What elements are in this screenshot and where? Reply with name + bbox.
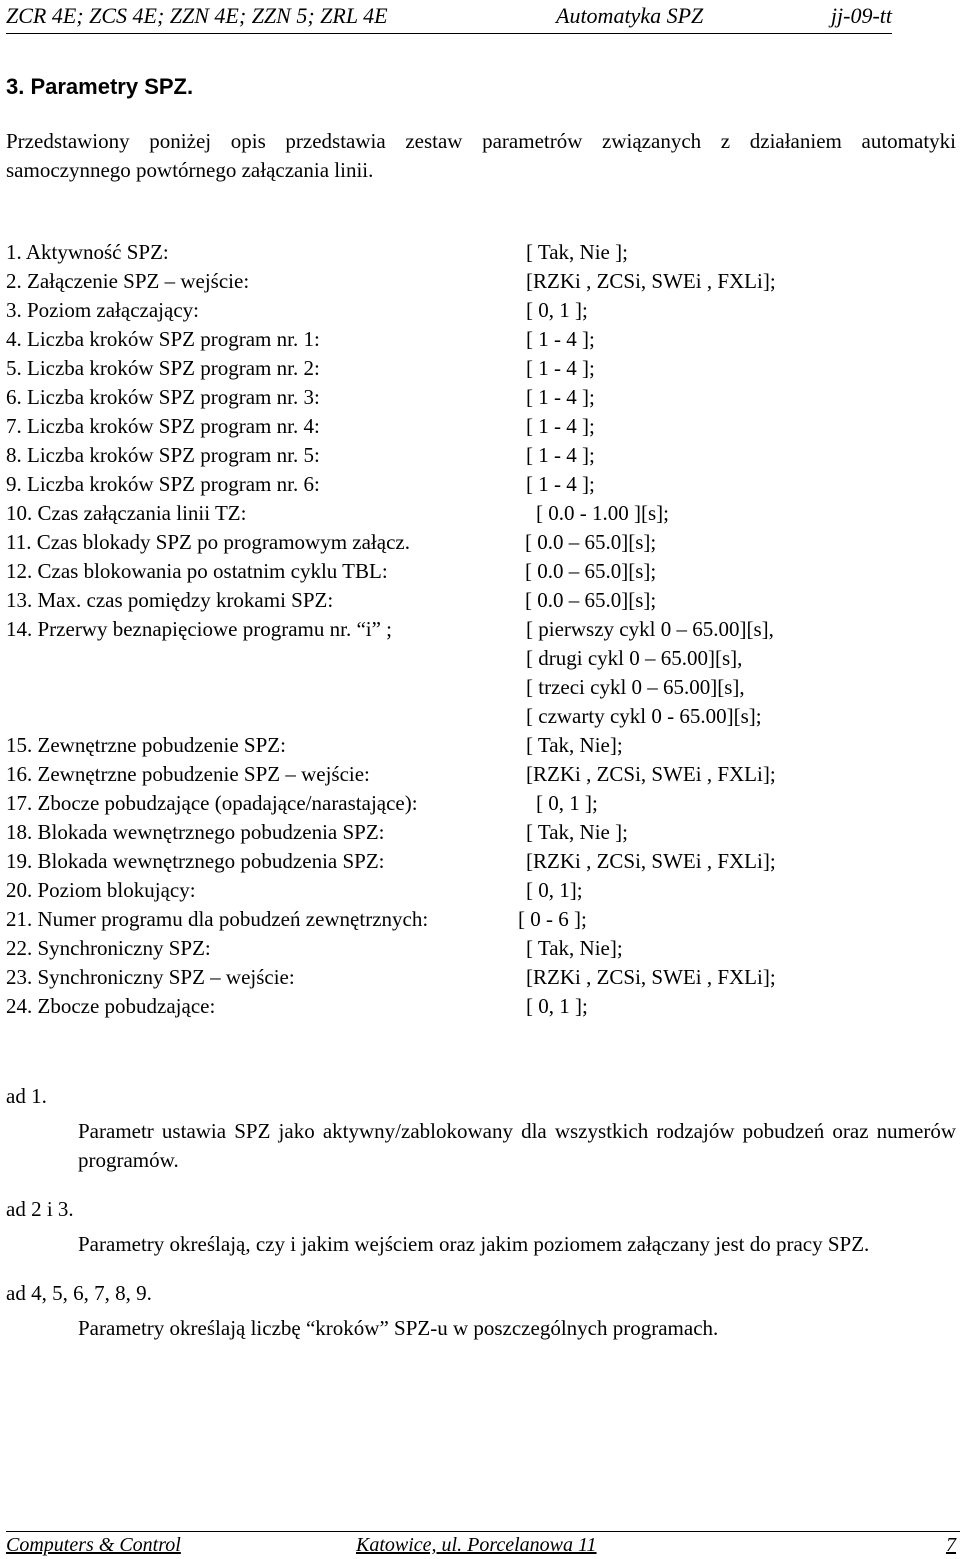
param-value: [ Tak, Nie ];: [526, 240, 628, 264]
param-row: [6, 992, 956, 1021]
param-label: 17. Zbocze pobudzające (opadające/narastające):: [6, 791, 418, 815]
param-value: [ trzeci cykl 0 – 65.00][s],: [526, 675, 745, 699]
notes-section: [6, 1082, 956, 1363]
param-label: 15. Zewnętrzne pobudzenie SPZ:: [6, 733, 286, 757]
param-value: [ 0.0 – 65.0][s];: [525, 530, 657, 554]
note: [6, 1082, 956, 1175]
intro-paragraph: Przedstawiony poniżej opis przedstawia zestaw parametrów związanych z działaniem automatyki samoczynnego powtórnego załączania linii.: [6, 129, 956, 182]
param-label: 23. Synchroniczny SPZ – wejście:: [6, 965, 295, 989]
param-value: [ 0.0 – 65.0][s];: [525, 559, 657, 583]
param-row: [6, 325, 956, 354]
param-value: [ 0 - 6 ];: [518, 907, 587, 931]
param-label: 7. Liczba kroków SPZ program nr. 4:: [6, 414, 320, 438]
param-label: 22. Synchroniczny SPZ:: [6, 936, 211, 960]
param-label: 3. Poziom załączający:: [6, 298, 199, 322]
param-value: [ czwarty cykl 0 - 65.00][s];: [526, 704, 762, 728]
param-value: [RZKi , ZCSi, SWEi , FXLi];: [526, 965, 776, 989]
param-value: [ 1 - 4 ];: [526, 414, 595, 438]
param-value: [ 1 - 4 ];: [526, 327, 595, 351]
param-label: 24. Zbocze pobudzające:: [6, 994, 216, 1018]
param-row: [6, 470, 956, 499]
section-title: 3. Parametry SPZ.: [6, 74, 194, 99]
param-row: [6, 615, 956, 644]
param-row: [6, 818, 956, 847]
param-label: 14. Przerwy beznapięciowe programu nr. “i” ;: [6, 617, 393, 641]
param-value: [ Tak, Nie];: [526, 733, 623, 757]
param-row: [6, 876, 956, 905]
param-value: [RZKi , ZCSi, SWEi , FXLi];: [526, 762, 776, 786]
param-value: [ 0, 1];: [526, 878, 583, 902]
param-row: [6, 383, 956, 412]
param-value: [ 1 - 4 ];: [526, 356, 595, 380]
param-label: 4. Liczba kroków SPZ program nr. 1:: [6, 327, 320, 351]
note-text: Parametry określają, czy i jakim wejściem oraz jakim poziomem załączany jest do pracy SPZ.: [78, 1232, 870, 1256]
param-label: 16. Zewnętrzne pobudzenie SPZ – wejście:: [6, 762, 370, 786]
param-row: [6, 847, 956, 876]
note-title: ad 4, 5, 6, 7, 8, 9.: [6, 1281, 152, 1305]
param-row: [6, 644, 956, 673]
note-title: ad 1.: [6, 1084, 47, 1108]
param-value: [ Tak, Nie];: [526, 936, 623, 960]
note: [6, 1195, 956, 1259]
param-value: [ 0, 1 ];: [536, 791, 598, 815]
header-product-codes: ZCR 4E; ZCS 4E; ZZN 4E; ZZN 5; ZRL 4E: [6, 3, 388, 28]
page-header: [6, 3, 892, 34]
param-value: [ Tak, Nie ];: [526, 820, 628, 844]
param-label: 9. Liczba kroków SPZ program nr. 6:: [6, 472, 320, 496]
param-label: 6. Liczba kroków SPZ program nr. 3:: [6, 385, 320, 409]
param-row: [6, 934, 956, 963]
param-row: [6, 499, 956, 528]
param-label: 20. Poziom blokujący:: [6, 878, 196, 902]
page-number: 7: [946, 1534, 956, 1556]
param-value: [ 0, 1 ];: [526, 994, 588, 1018]
param-label: 21. Numer programu dla pobudzeń zewnętrznych:: [6, 907, 429, 931]
param-label: 18. Blokada wewnętrznego pobudzenia SPZ:: [6, 820, 385, 844]
param-row: [6, 354, 956, 383]
param-value: [ 0.0 - 1.00 ][s];: [536, 501, 669, 525]
param-value: [ 0.0 – 65.0][s];: [525, 588, 657, 612]
footer-company: Computers & Control: [6, 1534, 181, 1556]
note-text: Parametr ustawia SPZ jako aktywny/zablokowany dla wszystkich rodzajów pobudzeń oraz numerów programów.: [78, 1119, 956, 1172]
param-label: 11. Czas blokady SPZ po programowym załącz.: [6, 530, 410, 554]
param-row: [6, 586, 956, 615]
param-row: [6, 673, 956, 702]
param-row: [6, 702, 956, 731]
param-label: 8. Liczba kroków SPZ program nr. 5:: [6, 443, 320, 467]
param-row: [6, 528, 956, 557]
param-label: 5. Liczba kroków SPZ program nr. 2:: [6, 356, 320, 380]
param-row: [6, 731, 956, 760]
param-row: [6, 905, 956, 934]
param-label: 19. Blokada wewnętrznego pobudzenia SPZ:: [6, 849, 385, 873]
param-value: [ drugi cykl 0 – 65.00][s],: [526, 646, 743, 670]
param-value: [ 1 - 4 ];: [526, 472, 595, 496]
header-doc-code: jj-09-tt: [830, 3, 892, 28]
header-doc-title: Automatyka SPZ: [556, 3, 704, 28]
param-value: [ 0, 1 ];: [526, 298, 588, 322]
param-label: 12. Czas blokowania po ostatnim cyklu TBL:: [6, 559, 388, 583]
param-label: 1. Aktywność SPZ:: [6, 240, 169, 264]
param-row: [6, 238, 956, 267]
param-row: [6, 789, 956, 818]
param-label: 2. Załączenie SPZ – wejście:: [6, 269, 250, 293]
param-value: [ 1 - 4 ];: [526, 443, 595, 467]
param-row: [6, 412, 956, 441]
note: [6, 1279, 956, 1343]
note-text: Parametry określają liczbę “kroków” SPZ-u w poszczególnych programach.: [78, 1316, 719, 1340]
note-title: ad 2 i 3.: [6, 1197, 74, 1221]
param-row: [6, 760, 956, 789]
param-row: [6, 441, 956, 470]
param-value: [ 1 - 4 ];: [526, 385, 595, 409]
page-footer: [6, 1531, 960, 1558]
param-value: [ pierwszy cykl 0 – 65.00][s],: [526, 617, 774, 641]
param-row: [6, 963, 956, 992]
param-label: 13. Max. czas pomiędzy krokami SPZ:: [6, 588, 334, 612]
param-value: [RZKi , ZCSi, SWEi , FXLi];: [526, 849, 776, 873]
parameter-list: [6, 238, 956, 1021]
footer-address: Katowice, ul. Porcelanowa 11: [356, 1534, 597, 1556]
param-row: [6, 557, 956, 586]
param-label: 10. Czas załączania linii TZ:: [6, 501, 247, 525]
param-value: [RZKi , ZCSi, SWEi , FXLi];: [526, 269, 776, 293]
param-row: [6, 296, 956, 325]
param-row: [6, 267, 956, 296]
